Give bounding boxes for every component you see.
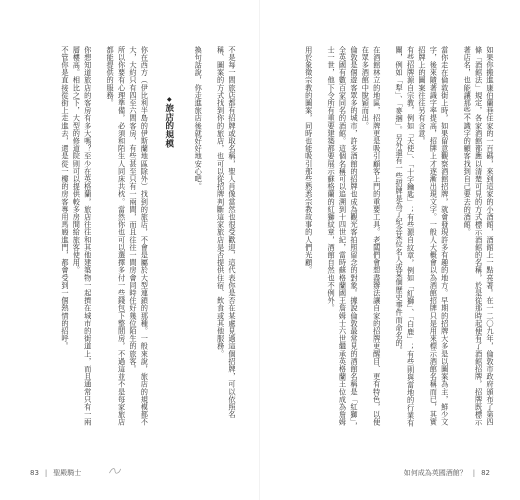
- left-paragraph: 不是每一間旅店都有招牌或取名稱，聖人肖像當然也很受歡迎，這代表你是否在某處見過這個招牌，可以依照名稱、圖案的方式找到你的旅店，也可以從招牌判斷這家旅店是否提供住宿、飲食或其他服務。: [216, 46, 237, 419]
- right-footer: [404, 468, 490, 478]
- right-paragraph: 在酒館林立的地區，招牌更是吸引顧客上門的重要工具。老闆們會想盡辦法讓自家的招牌更醒目、更有特色，以便在眾多酒館中脫穎而出。: [361, 46, 382, 426]
- right-paragraph: 用於象徵宗教的圖案，同時也能吸引那些熟悉宗教故事的人們光顧。: [304, 46, 314, 274]
- heading-text: 旅店的規模: [163, 103, 174, 148]
- page-number: 83: [30, 469, 39, 477]
- running-title: 聖殿騎士: [53, 469, 82, 477]
- left-paragraph: 所以你要有心理準備，必須和陌生人同床共枕。當然你也可以選擇多付一些錢包下整間房，不過這並不是每家旅店都能提供的服務。: [106, 46, 127, 426]
- heading-marker: ◆: [165, 96, 173, 104]
- left-paragraph: 不管你是直接從街上走進去，還是從一樓的房客專用馬廄進門，都會受到一個熱情的招呼。: [60, 46, 70, 350]
- left-paragraph: 你在西方（伊比利半島的伊斯蘭地區除外）找到的旅店，不會是屬於大型連鎖的那種。一般來說，旅店的規模都不大，大約只有四至六間客房，有些甚至只有一兩間，而且往往一間房會同時住好幾位陌生的旅客。: [128, 46, 150, 426]
- right-paragraph: 有些招牌源自宗教，例如「天使」、「十字鑰匙」；有些源自紋章，例如「紅獅」、「白鹿」；有些則與當地的行業有關，例如「犁」、「麥捆」。另外還有一些招牌是為了紀念某位名人或某個歷史事件而命名的。: [395, 46, 416, 427]
- running-title: 如何成為英國酒館？: [403, 469, 467, 477]
- flourish-icon: [108, 461, 122, 480]
- right-body-text: [303, 46, 496, 431]
- left-body-text: [60, 46, 238, 431]
- footer-separator: |: [472, 469, 476, 477]
- section-heading: [150, 46, 192, 431]
- left-paragraph: 換句話說，你走進旅店後就好好地安心吧。: [194, 46, 204, 191]
- right-paragraph: 倫敦是個遊客眾多的城市，許多酒館的招牌也成為觀光客拍照留念的對象。據說倫敦最常見的酒館名稱是「紅獅」，全英國有數百家同名的酒館。這個名稱可以追溯到十四世紀，當時蘇格蘭國王詹姆士六世繼承英格蘭王位成為詹姆士一世，他下令所有重要建築都要展示蘇格蘭的紅獅紋章，酒館自然也不例外。: [327, 46, 359, 430]
- left-footer: [30, 468, 81, 478]
- footer-separator: |: [44, 469, 48, 477]
- left-paragraph: 你想知道旅店的客房有多大嗎？至少在英格蘭，旅店往往和其他建築物一起擠在城市的街道上，而且通常只有一兩層樓高。相比之下，大型的修道院則可以提供較多房間給旅客使用。: [72, 46, 93, 426]
- right-paragraph: 當你走在倫敦街上時，如果留意觀察酒館招牌，就會發現許多有趣的地方。早期的招牌大多是以圖案為主，鮮少文字，後來隨著識字率提高，招牌上才逐漸出現文字。一般人大概會以為酒館招牌只是用來標示酒館名稱而已，其實招牌上的圖案往往另有含意。: [417, 46, 450, 426]
- page-number: 82: [481, 469, 490, 477]
- right-page: [260, 0, 520, 500]
- right-paragraph: 如果你搬進康伯蘭巷住家的一百碼，來到這家的小酒館，酒館上一點亮著。在一二〇九年，倫敦市政府頒布了第四條「酒館法」規定，各家酒館都應以清楚可見的方式標示酒館的名稱，於是從那時起便有了酒館招牌，招牌既標示著店名，也能讓那些不識字的顧客找到自己要去的酒館。: [463, 46, 495, 426]
